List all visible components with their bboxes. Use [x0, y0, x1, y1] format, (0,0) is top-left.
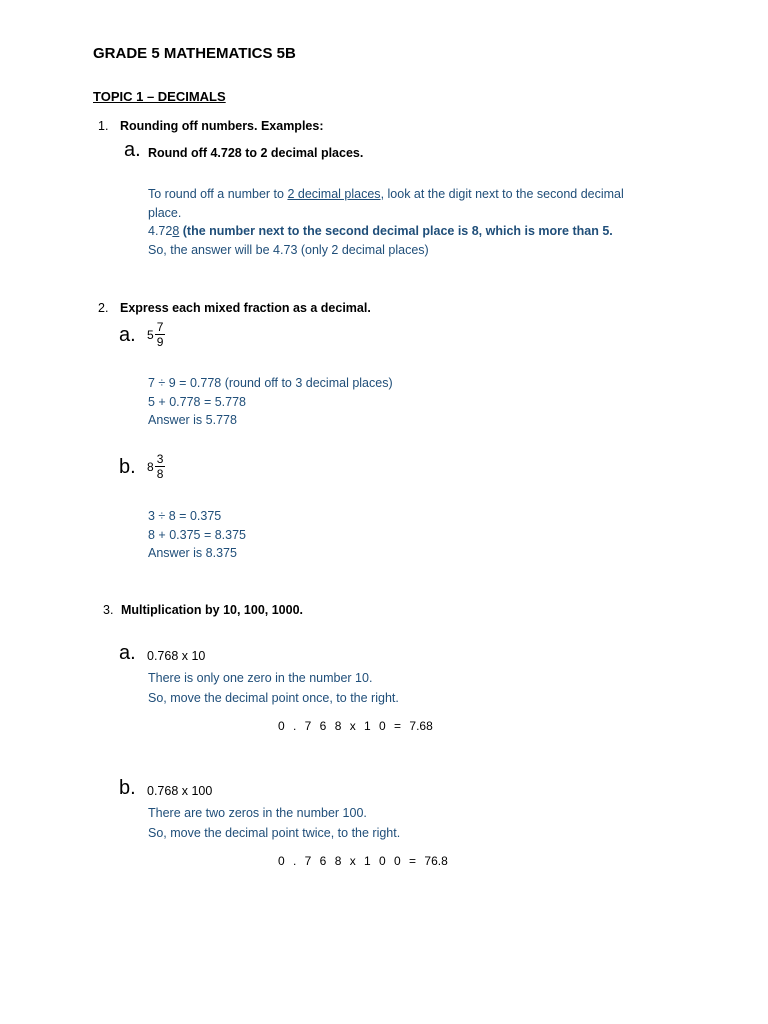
section1-item-a-question: Round off 4.728 to 2 decimal places.	[148, 146, 364, 160]
mixed-fraction-b	[147, 452, 165, 481]
section3-a-line1: There is only one zero in the number 10.	[148, 671, 373, 685]
fraction-numerator: 7	[156, 320, 164, 334]
page-title: GRADE 5 MATHEMATICS 5B	[93, 45, 296, 62]
section1-heading: Rounding off numbers. Examples:	[120, 119, 324, 133]
section2-a-line2: 5 + 0.778 = 5.778	[148, 395, 247, 409]
section1-item-a-letter: a.	[124, 139, 141, 161]
section2-heading: Express each mixed fraction as a decimal.	[120, 301, 371, 315]
line3-digit: 8	[172, 224, 180, 238]
line1-pre: To round off a number to	[148, 187, 288, 201]
section2-a-line3: Answer is 5.778	[148, 413, 237, 427]
section3-item-b-question: 0.768 x 100	[147, 784, 213, 798]
section2-number: 2.	[98, 301, 109, 315]
section1-explanation-line3	[148, 224, 613, 238]
section2-item-a-letter: a.	[119, 324, 136, 346]
section1-explanation-line1	[148, 187, 624, 201]
section3-item-a-question: 0.768 x 10	[147, 649, 206, 663]
section2-b-line3: Answer is 8.375	[148, 546, 237, 560]
fraction-whole: 5	[147, 327, 154, 342]
section3-b-line2: So, move the decimal point twice, to the right.	[148, 826, 401, 840]
section3-item-a-letter: a.	[119, 642, 136, 664]
section2-a-line1: 7 ÷ 9 = 0.778 (round off to 3 decimal places)	[148, 376, 393, 390]
section3-number: 3.	[103, 603, 114, 617]
section1-number: 1.	[98, 119, 109, 133]
line3-pre: 4.72	[148, 224, 173, 238]
section3-b-equation: 0 . 7 6 8 x 1 0 0 = 76.8	[278, 854, 448, 868]
section3-heading: Multiplication by 10, 100, 1000.	[121, 603, 304, 617]
section1-explanation-line4: So, the answer will be 4.73 (only 2 decimal places)	[148, 243, 429, 257]
mixed-fraction-a	[147, 320, 165, 349]
decimal-places-underlined: 2 decimal places	[287, 187, 381, 201]
section1-explanation-line2: place.	[148, 206, 182, 220]
section2-item-b-letter: b.	[119, 456, 136, 478]
section2-b-line1: 3 ÷ 8 = 0.375	[148, 509, 222, 523]
section3-a-line2: So, move the decimal point once, to the right.	[148, 691, 399, 705]
section3-item-b-letter: b.	[119, 777, 136, 799]
section3-b-line1: There are two zeros in the number 100.	[148, 806, 367, 820]
line1-post: , look at the digit next to the second decimal	[380, 187, 624, 201]
line3-post: (the number next to the second decimal place is 8, which is more than 5.	[179, 224, 613, 238]
topic-heading: TOPIC 1 – DECIMALS	[93, 89, 226, 104]
section2-b-line2: 8 + 0.375 = 8.375	[148, 528, 247, 542]
fraction-denominator: 8	[156, 467, 164, 481]
fraction-numerator: 3	[156, 452, 164, 466]
section3-a-equation: 0 . 7 6 8 x 1 0 = 7.68	[278, 719, 433, 733]
fraction-denominator: 9	[156, 335, 164, 349]
fraction-whole: 8	[147, 459, 154, 474]
